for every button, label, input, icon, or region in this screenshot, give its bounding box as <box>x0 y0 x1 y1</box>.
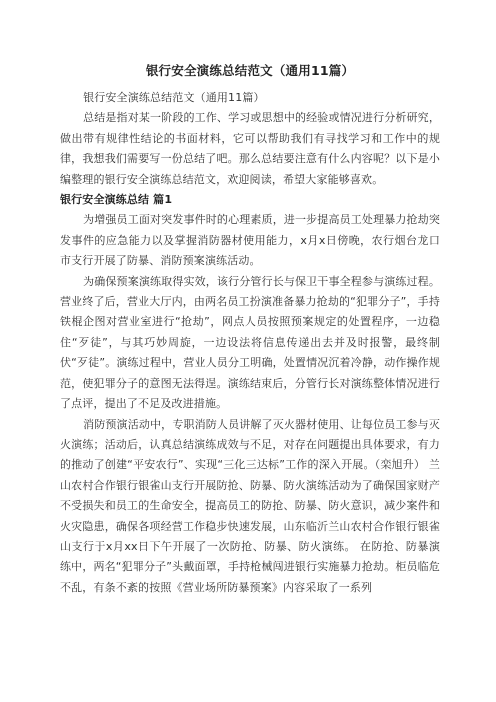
section-heading: 银行安全演练总结 篇1 <box>60 193 173 207</box>
document-body <box>60 88 440 598</box>
body-paragraph: 为确保预案演练取得实效，该行分管行长与保卫干事全程参与演练过程。营业终了后，营业大厅内，由两名员工扮演准备暴力抢劫的“犯罪分子”，手持铁棍企图对营业室进行“抢劫”，网点人员按照预案规定的处置程序，一边稳住“歹徒”，与其巧妙周旋，一边设法将信息传递出去并及时报警，最终制伏“歹徒”。演练过程中，营业人员分工明确，处置情况沉着冷静，动作操作规范，使犯罪分子的意图无法得逞。演练结束后，分管行长对演练整体情况进行了点评，提出了不足及改进措施。 <box>60 274 440 411</box>
document-title: 银行安全演练总结范文（通用11篇） <box>145 63 355 78</box>
intro-subtitle: 银行安全演练总结范文（通用11篇） <box>83 91 265 104</box>
intro-paragraph: 总结是指对某一阶段的工作、学习或思想中的经验或情况进行分析研究，做出带有规律性结论的书面材料，它可以帮助我们有寻找学习和工作中的规律，我想我们需要写一份总结了吧。那么总结要注意有什么内容呢？以下是小编整理的银行安全演练总结范文，欢迎阅读，希望大家能够喜欢。 <box>60 111 440 186</box>
body-paragraph: 消防预演活动中，专职消防人员讲解了灭火器材使用、让每位员工参与灭火演练；活动后，认真总结演练成效与不足，对存在问题提出具体要求，有力的推动了创建“平安农行”、实现“三化三达标”工作的深入开展。（栾旭升） 兰山农村合作银行银雀山支行开展防抢、防暴、防火演练活动为了确保国家财产不受损失和员工的生命安全，提高员工的防抢、防暴、防火意识，减少案件和火灾隐患，确保各项经营工作稳步快速发展，山东临沂兰山农村合作银行银雀山支行于x月xx日下午开展了一次防抢、防暴、防火演练。 在防抢、防暴演练中，两名“犯罪分子”头戴面罩，手持枪械闯进银行实施暴力抢劫。柜员临危不乱，有条不紊的按照《营业场所防暴预案》内容采取了一系列 <box>60 417 440 594</box>
body-paragraph: 为增强员工面对突发事件时的心理素质，进一步提高员工处理暴力抢劫突发事件的应急能力以及掌握消防器材使用能力，x月x日傍晚，农行烟台龙口市支行开展了防暴、消防预案演练活动。 <box>60 213 440 268</box>
